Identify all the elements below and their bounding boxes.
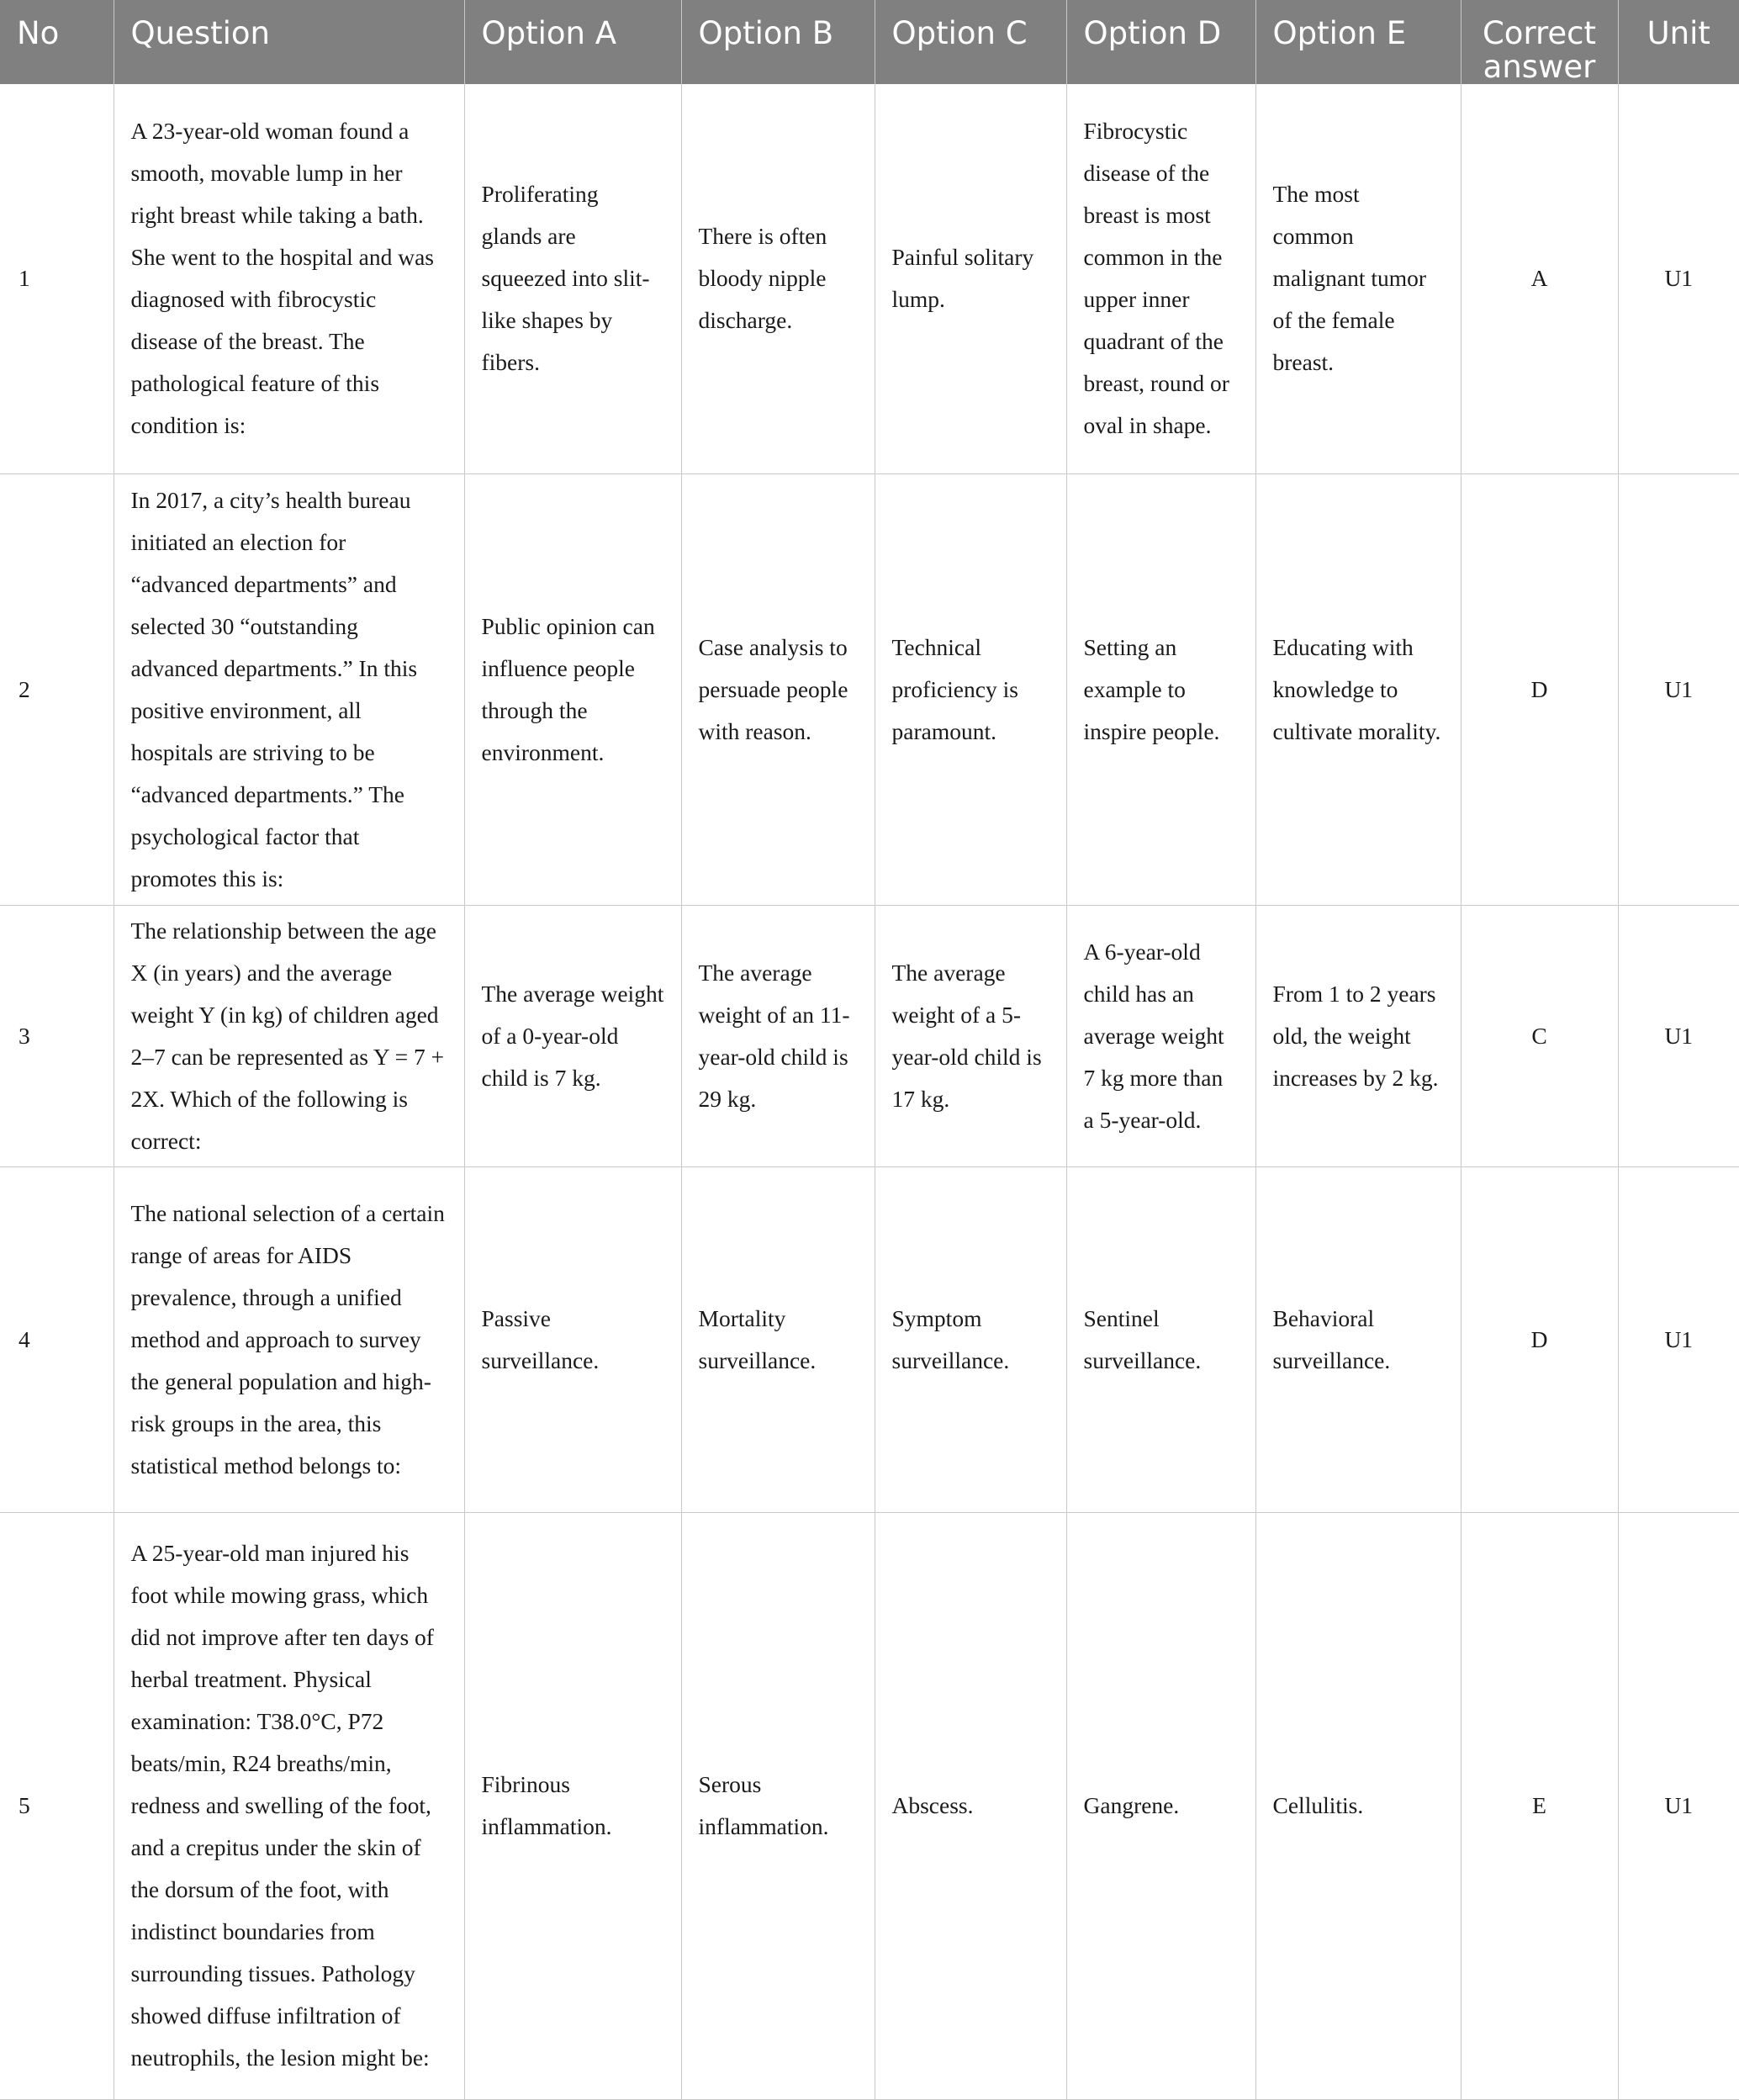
cell-unit: U1 [1618,473,1739,905]
cell-option-a: Public opinion can influence people through the environment. [464,473,681,905]
cell-option-b: Mortality surveillance. [681,1166,875,1512]
cell-option-a: The average weight of a 0-year-old child is 7 kg. [464,905,681,1166]
cell-correct-answer: D [1461,1166,1618,1512]
cell-option-b: There is often bloody nipple discharge. [681,84,875,473]
cell-option-e: Educating with knowledge to cultivate morality. [1255,473,1461,905]
header-option-d: Option D [1066,0,1255,84]
cell-unit: U1 [1618,1166,1739,1512]
header-correct-answer: Correct answer [1461,0,1618,84]
cell-option-c: The average weight of a 5-year-old child is 17 kg. [875,905,1066,1166]
header-option-e: Option E [1255,0,1461,84]
table-row [0,1512,1739,2099]
cell-option-c: Symptom surveillance. [875,1166,1066,1512]
cell-option-a: Proliferating glands are squeezed into slit-like shapes by fibers. [464,84,681,473]
table-row [0,905,1739,1166]
cell-option-d: Gangrene. [1066,1512,1255,2099]
cell-no: 1 [0,84,114,473]
cell-question: The national selection of a certain range of areas for AIDS prevalence, through a unified method and approach to survey the general population and high-risk groups in the area, this statistical method belongs to: [114,1166,464,1512]
cell-correct-answer: C [1461,905,1618,1166]
cell-option-b: Case analysis to persuade people with reason. [681,473,875,905]
cell-option-b: The average weight of an 11-year-old child is 29 kg. [681,905,875,1166]
table-header-row [0,0,1739,84]
cell-option-e: The most common malignant tumor of the female breast. [1255,84,1461,473]
cell-unit: U1 [1618,84,1739,473]
cell-question: A 25-year-old man injured his foot while mowing grass, which did not improve after ten days of herbal treatment. Physical examination: T38.0°C, P72 beats/min, R24 breaths/min, redness and swelling of the foot, and a crepitus under the skin of the dorsum of the foot, with indistinct boundaries from surrounding tissues. Pathology showed diffuse infiltration of neutrophils, the lesion might be: [114,1512,464,2099]
header-question: Question [114,0,464,84]
cell-no: 3 [0,905,114,1166]
header-option-a: Option A [464,0,681,84]
cell-option-a: Fibrinous inflammation. [464,1512,681,2099]
table-row [0,473,1739,905]
cell-option-d: Setting an example to inspire people. [1066,473,1255,905]
cell-option-a: Passive surveillance. [464,1166,681,1512]
cell-option-d: A 6-year-old child has an average weight 7 kg more than a 5-year-old. [1066,905,1255,1166]
cell-option-e: Behavioral surveillance. [1255,1166,1461,1512]
cell-option-e: From 1 to 2 years old, the weight increases by 2 kg. [1255,905,1461,1166]
header-option-b: Option B [681,0,875,84]
cell-unit: U1 [1618,1512,1739,2099]
cell-correct-answer: A [1461,84,1618,473]
cell-option-d: Fibrocystic disease of the breast is most common in the upper inner quadrant of the breast, round or oval in shape. [1066,84,1255,473]
cell-no: 5 [0,1512,114,2099]
cell-option-c: Painful solitary lump. [875,84,1066,473]
cell-correct-answer: D [1461,473,1618,905]
cell-option-c: Abscess. [875,1512,1066,2099]
cell-question: A 23-year-old woman found a smooth, movable lump in her right breast while taking a bath. She went to the hospital and was diagnosed with fibrocystic disease of the breast. The pathological feature of this condition is: [114,84,464,473]
header-unit: Unit [1618,0,1739,84]
cell-no: 4 [0,1166,114,1512]
table-row [0,84,1739,473]
cell-unit: U1 [1618,905,1739,1166]
table-row [0,1166,1739,1512]
cell-option-e: Cellulitis. [1255,1512,1461,2099]
header-option-c: Option C [875,0,1066,84]
cell-question: In 2017, a city’s health bureau initiated an election for “advanced departments” and selected 30 “outstanding advanced departments.” In this positive environment, all hospitals are striving to be “advanced departments.” The psychological factor that promotes this is: [114,473,464,905]
cell-option-d: Sentinel surveillance. [1066,1166,1255,1512]
cell-no: 2 [0,473,114,905]
cell-option-b: Serous inflammation. [681,1512,875,2099]
header-no: No [0,0,114,84]
cell-option-c: Technical proficiency is paramount. [875,473,1066,905]
cell-correct-answer: E [1461,1512,1618,2099]
cell-question: The relationship between the age X (in years) and the average weight Y (in kg) of children aged 2–7 can be represented as Y = 7 + 2X. Which of the following is correct: [114,905,464,1166]
